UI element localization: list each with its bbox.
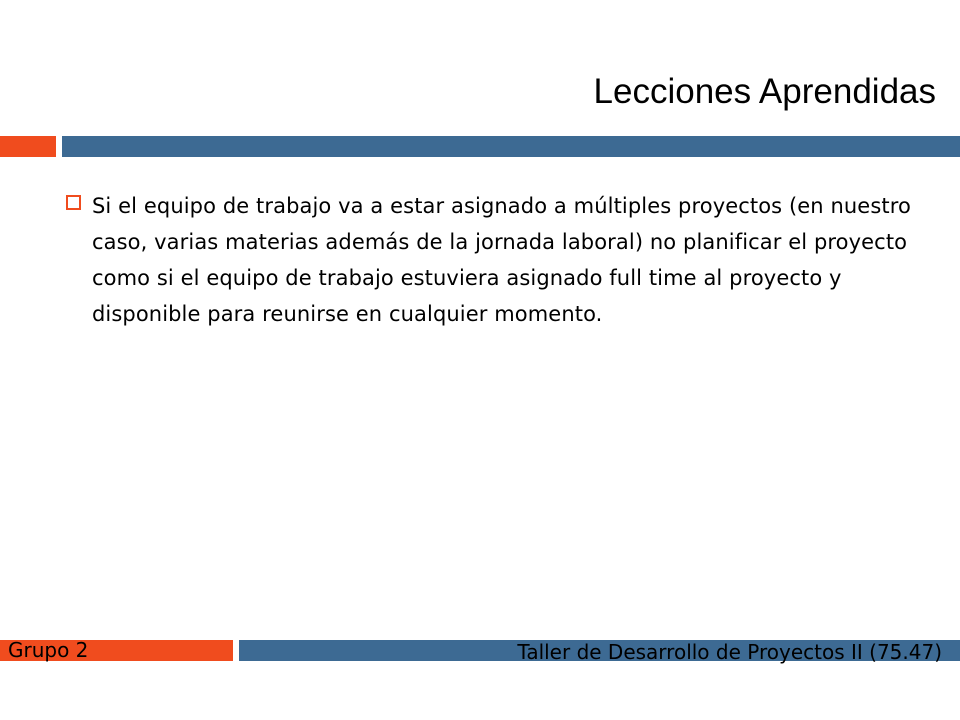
slide-content bbox=[60, 188, 950, 332]
square-bullet-icon bbox=[66, 195, 81, 210]
header-main-bar bbox=[62, 136, 960, 157]
footer-course-label: Taller de Desarrollo de Proyectos II (75.47) bbox=[517, 640, 942, 664]
slide-title: Lecciones Aprendidas bbox=[593, 72, 936, 111]
header-accent-bar bbox=[0, 136, 56, 157]
bullet-item bbox=[60, 188, 950, 332]
footer-group-label: Grupo 2 bbox=[8, 638, 89, 662]
bullet-text: Si el equipo de trabajo va a estar asignado a múltiples proyectos (en nuestro caso, varias materias además de la jornada laboral) no planificar el proyecto como si el equipo de trabajo estuviera asignado full time al proyecto y disponible para reunirse en cualquier momento. bbox=[92, 194, 911, 326]
